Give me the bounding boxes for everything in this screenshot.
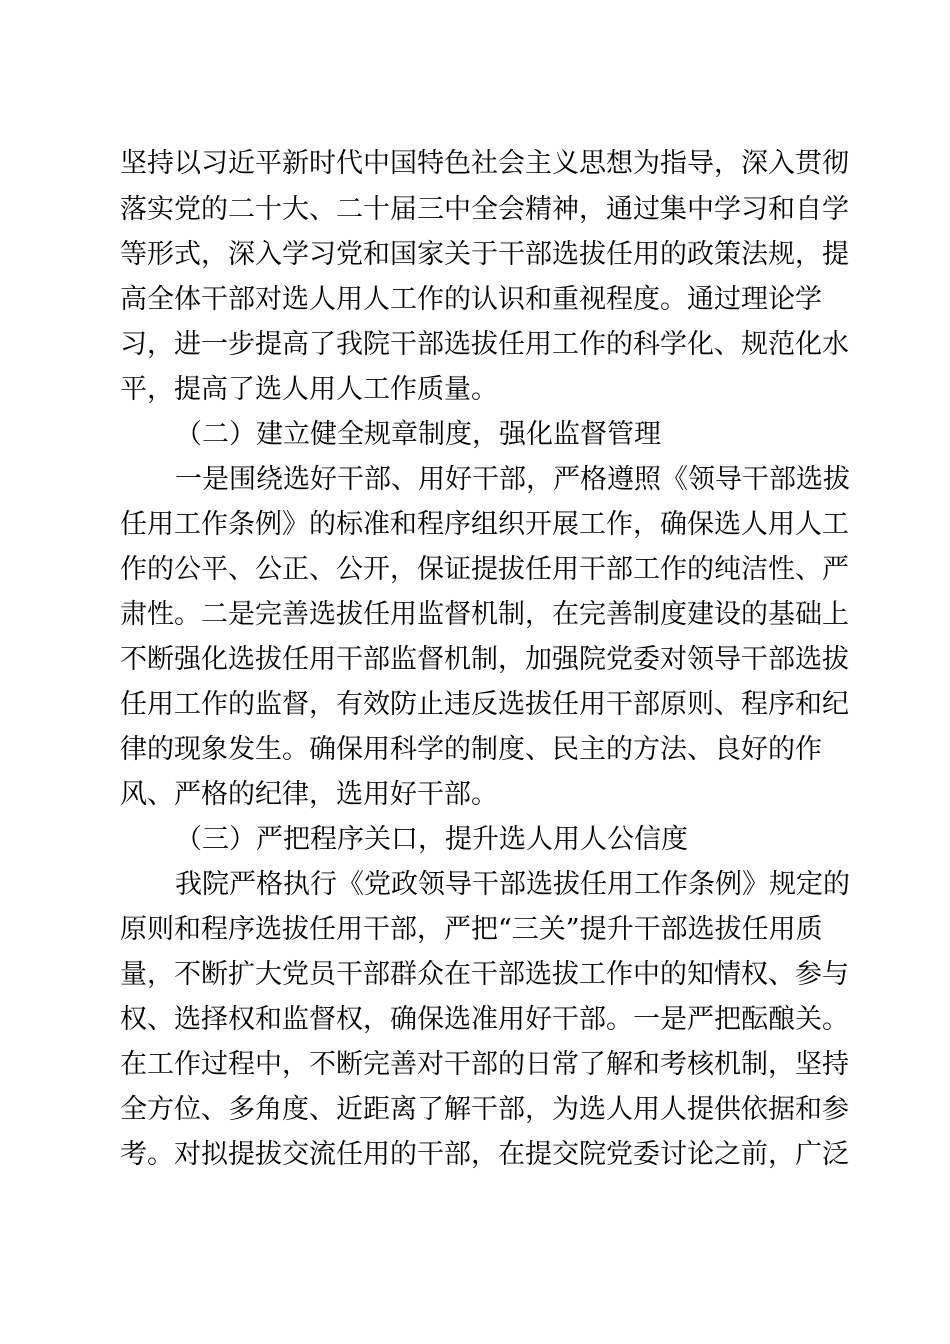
body-line: 等形式，深入学习党和国家关于干部选拔任用的政策法规，提 [120, 239, 849, 270]
body-line: 量，不断扩大党员干部群众在干部选拔工作中的知情权、参与 [120, 959, 849, 990]
body-line: 在工作过程中，不断完善对干部的日常了解和考核机制，坚持 [120, 1049, 849, 1080]
body-line: 不断强化选拔任用干部监督机制，加强院党委对领导干部选拔 [120, 644, 849, 675]
body-line: 坚持以习近平新时代中国特色社会主义思想为指导，深入贯彻 [120, 148, 849, 179]
body-line: 全方位、多角度、近距离了解干部，为选人用人提供依据和参 [120, 1094, 849, 1125]
paragraph-first-line: 我院严格执行《党政领导干部选拔任用工作条例》规定的 [175, 869, 850, 900]
body-line: 高全体干部对选人用人工作的认识和重视程度。通过理论学 [120, 284, 822, 315]
section-heading-3: （三）严把程序关口，提升选人用人公信度 [175, 824, 688, 855]
body-line: 作的公平、公正、公开，保证提拔任用干部工作的纯洁性、严 [120, 554, 849, 585]
body-line: 肃性。二是完善选拔任用监督机制，在完善制度建设的基础上 [120, 599, 849, 630]
body-line: 习，进一步提高了我院干部选拔任用工作的科学化、规范化水 [120, 329, 849, 360]
body-line: 律的现象发生。确保用科学的制度、民主的方法、良好的作 [120, 734, 822, 765]
body-line: 原则和程序选拔任用干部，严把“三关”提升干部选拔任用质 [120, 914, 823, 945]
body-line: 风、严格的纪律，选用好干部。 [120, 779, 498, 810]
body-line: 平，提高了选人用人工作质量。 [120, 374, 498, 405]
body-line: 任用工作条例》的标准和程序组织开展工作，确保选人用人工 [120, 509, 849, 540]
body-line: 权、选择权和监督权，确保选准用好干部。一是严把酝酿关。 [120, 1004, 849, 1035]
section-heading-2: （二）建立健全规章制度，强化监督管理 [175, 419, 661, 450]
body-line: 考。对拟提拔交流任用的干部，在提交院党委讨论之前，广泛 [120, 1139, 849, 1170]
body-line: 落实党的二十大、二十届三中全会精神，通过集中学习和自学 [120, 194, 849, 225]
body-line: 任用工作的监督，有效防止违反选拔任用干部原则、程序和纪 [120, 689, 849, 720]
paragraph-first-line: 一是围绕选好干部、用好干部，严格遵照《领导干部选拔 [175, 464, 850, 495]
